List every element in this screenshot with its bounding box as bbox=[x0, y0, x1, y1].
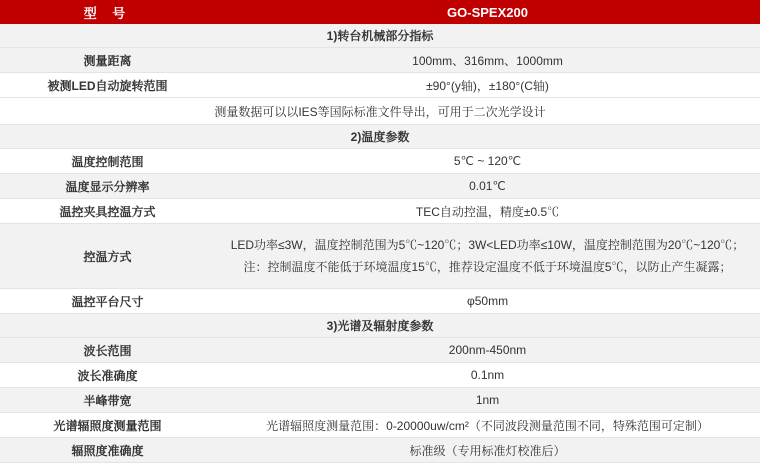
control-mode-value bbox=[215, 224, 760, 289]
table-row bbox=[0, 363, 760, 388]
row-label: 被测LED自动旋转范围 bbox=[0, 73, 215, 98]
row-label: 温度控制范围 bbox=[0, 149, 215, 174]
row-value: 100mm、316mm、1000mm bbox=[215, 48, 760, 73]
header-model-value: GO-SPEX200 bbox=[215, 0, 760, 24]
section-1-note: 测量数据可以以IES等国际标准文件导出，可用于二次光学设计 bbox=[0, 98, 760, 125]
row-label: 辐照度准确度 bbox=[0, 438, 215, 463]
row-label: 半峰带宽 bbox=[0, 388, 215, 413]
row-value: 标准级（专用标准灯校准后） bbox=[215, 438, 760, 463]
table-row bbox=[0, 48, 760, 73]
table-row bbox=[0, 149, 760, 174]
control-mode-row bbox=[0, 224, 760, 289]
table-row bbox=[0, 73, 760, 98]
section-2-title: 2)温度参数 bbox=[0, 125, 760, 149]
row-label: 波长范围 bbox=[0, 338, 215, 363]
section-title-row bbox=[0, 125, 760, 149]
row-label: 温控夹具控温方式 bbox=[0, 199, 215, 224]
table-row bbox=[0, 413, 760, 438]
table-header-row bbox=[0, 0, 760, 24]
table-row bbox=[0, 338, 760, 363]
section-title-row bbox=[0, 314, 760, 338]
row-value: 光谱辐照度测量范围：0-20000uw/cm²（不同波段测量范围不同，特殊范围可定制） bbox=[215, 413, 760, 438]
control-mode-label: 控温方式 bbox=[0, 224, 215, 289]
table-row bbox=[0, 174, 760, 199]
section-3-title: 3)光谱及辐射度参数 bbox=[0, 314, 760, 338]
table-row bbox=[0, 289, 760, 314]
row-value: 5℃ ~ 120℃ bbox=[215, 149, 760, 174]
row-value: TEC自动控温，精度±0.5℃ bbox=[215, 199, 760, 224]
row-value: φ50mm bbox=[215, 289, 760, 314]
section-1-title: 1)转台机械部分指标 bbox=[0, 24, 760, 48]
row-label: 温度显示分辨率 bbox=[0, 174, 215, 199]
row-value: 0.01℃ bbox=[215, 174, 760, 199]
row-label: 光谱辐照度测量范围 bbox=[0, 413, 215, 438]
row-label: 温控平台尺寸 bbox=[0, 289, 215, 314]
table-row bbox=[0, 388, 760, 413]
row-value: 1nm bbox=[215, 388, 760, 413]
row-label: 波长准确度 bbox=[0, 363, 215, 388]
row-label: 测量距离 bbox=[0, 48, 215, 73]
row-value: 200nm-450nm bbox=[215, 338, 760, 363]
section-1-note-row bbox=[0, 98, 760, 125]
control-mode-line-1: LED功率≤3W，温度控制范围为5℃~120℃；3W<LED功率≤10W，温度控制范围为20℃~120℃； bbox=[230, 238, 745, 252]
row-value: 0.1nm bbox=[215, 363, 760, 388]
section-title-row bbox=[0, 24, 760, 48]
header-model-label: 型 号 bbox=[0, 0, 215, 24]
control-mode-line-2: 注：控制温度不能低于环境温度15℃，推荐设定温度不低于环境温度5℃，以防止产生凝露； bbox=[243, 260, 732, 274]
table-row bbox=[0, 199, 760, 224]
row-value: ±90°(y轴)，±180°(C轴) bbox=[215, 73, 760, 98]
